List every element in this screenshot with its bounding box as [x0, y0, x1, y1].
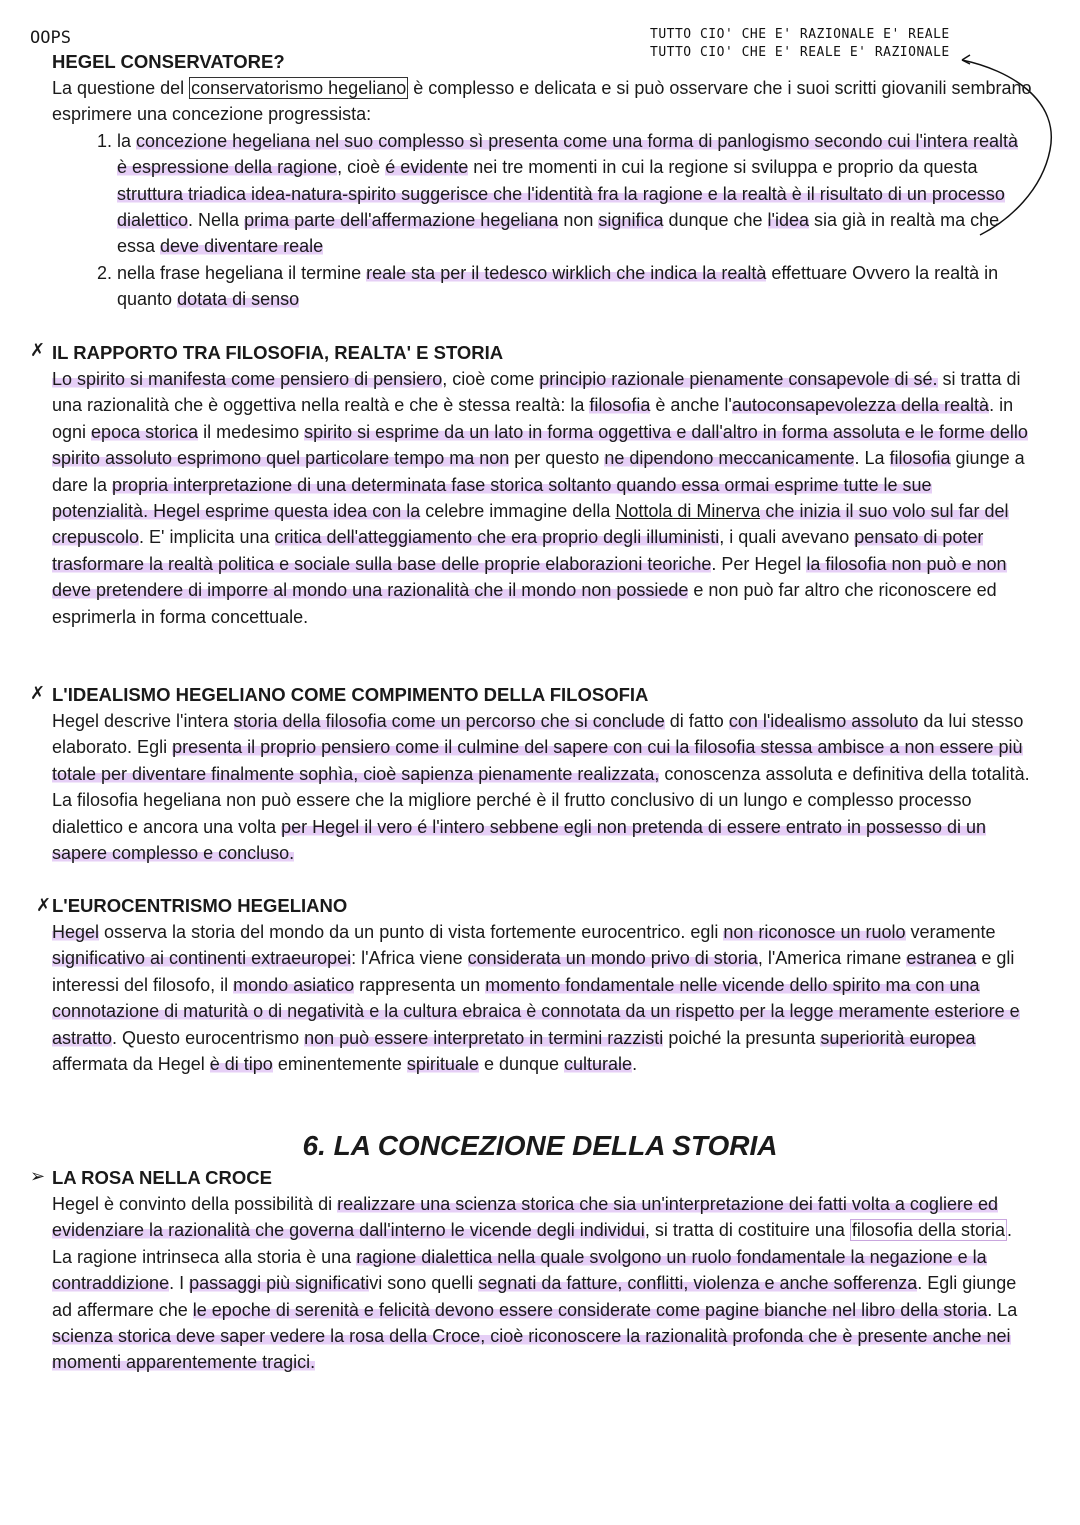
- section-heading: L'EUROCENTRISMO HEGELIANO: [52, 895, 348, 916]
- list-item: [117, 260, 1032, 313]
- highlighted-text: realizzare una scienza storica che sia un'interpretazione dei fatti volta a cogliere ed evidenziare la razionalità che governa dall'interno le vicende degli individui: [52, 1194, 998, 1241]
- highlighted-text: considerata un mondo privo di storia: [467, 948, 758, 969]
- highlighted-text: la filosofia non può e non deve pretendere di imporre al mondo una razionalità che il mondo non possiede: [52, 553, 1007, 601]
- text-segment: .: [632, 1054, 638, 1075]
- highlighted-text: le epoche di serenità e felicità devono essere considerate come pagine bianche nel libro della storia: [192, 1299, 988, 1320]
- text-segment: sia già in realtà ma che essa: [117, 210, 1000, 257]
- highlighted-text: è di tipo: [209, 1054, 273, 1075]
- section-heading: IL RAPPORTO TRA FILOSOFIA, REALTA' E STORIA: [52, 342, 504, 363]
- highlighted-text: momento fondamentale nelle vicende dello spirito ma con una connotazione di maturità o di negatività e la cultura ebraica è connotata da un rispetto per la legge meramente esteriore e astratto: [52, 974, 1020, 1048]
- highlighted-text: storia della filosofia come un percorso che si conclude: [233, 711, 665, 731]
- handwritten-mark-icon: ➢: [30, 1166, 46, 1187]
- text-segment: veramente: [905, 922, 996, 942]
- text-segment: eminentemente: [272, 1054, 407, 1075]
- text-segment: e non può far altro che riconoscere ed esprimerla in forma concettuale.: [52, 580, 997, 627]
- underlined-term: Nottola di Minerva: [615, 501, 761, 522]
- highlighted-text: con l'idealismo assoluto: [728, 711, 919, 731]
- highlighted-text: spirituale: [406, 1054, 479, 1075]
- highlighted-text: prima parte dell'affermazione hegeliana: [244, 210, 559, 231]
- text-segment: non: [558, 210, 599, 231]
- highlighted-text: ne dipendono meccanicamente: [604, 448, 855, 469]
- note-line: TUTTO CIO' CHE E' REALE E' RAZIONALE: [650, 45, 950, 60]
- highlighted-text: significa: [598, 210, 664, 231]
- text-segment: per questo: [509, 448, 605, 469]
- text-segment: si tratta di una razionalità che è oggettiva nella realtà e che è stessa realtà: la: [52, 369, 1021, 416]
- section-rapporto: [52, 340, 1032, 630]
- highlighted-text: filosofia: [889, 448, 951, 469]
- highlighted-text: spirito si esprime da un lato in forma oggettiva e dall'altro in forma assoluta e le forme dello spirito assoluto esprimono quel particolare tempo ma non: [52, 421, 1028, 469]
- highlighted-text: pensato di poter trasformare la realtà politica e sociale sulla base delle proprie elaborazioni teoriche: [52, 527, 984, 574]
- section-heading: L'IDEALISMO HEGELIANO COME COMPIMENTO DELLA FILOSOFIA: [52, 684, 649, 705]
- text-segment: giunge a dare la: [52, 448, 1025, 495]
- text-segment: e dunque: [478, 1054, 565, 1075]
- highlighted-text: superiorità europea: [820, 1027, 976, 1048]
- section-rosa-croce: [52, 1165, 1032, 1376]
- highlighted-text: per Hegel il vero é l'intero sebbene egli non pretenda di essere entrato in possesso di un sapere complesso e concluso.: [52, 816, 987, 864]
- section-heading: LA ROSA NELLA CROCE: [52, 1167, 272, 1188]
- text-segment: celebre immagine della: [420, 501, 616, 522]
- text-segment: . Per Hegel: [711, 553, 807, 574]
- doodle: OOPS: [30, 28, 71, 48]
- text-segment: , si tratta di costituire una: [644, 1220, 850, 1241]
- text-segment: . La: [854, 448, 890, 469]
- highlighted-text: propria interpretazione di una determinata fase storica soltanto quando essa ormai esprime tutte le sue potenzialità. Hegel esprime questa idea con la: [52, 474, 932, 522]
- section-heading: HEGEL CONSERVATORE?: [52, 51, 285, 72]
- highlighted-text: critica dell'atteggiamento che era proprio degli illuministi: [274, 527, 720, 548]
- text-segment: nei tre momenti in cui la regione si sviluppa e proprio da questa: [468, 157, 978, 178]
- text-segment: osserva la storia del mondo da un punto di vista fortemente eurocentrico. egli: [99, 922, 724, 942]
- highlighted-text: significativo ai continenti extraeuropei: [52, 948, 352, 969]
- highlighted-text: estranea: [906, 948, 977, 969]
- note-line: TUTTO CIO' CHE E' RAZIONALE E' REALE: [650, 27, 950, 42]
- text-segment: nella frase hegeliana il termine: [117, 262, 367, 283]
- highlighted-text: l'idea: [767, 210, 810, 231]
- text-segment: . Questo eurocentrismo: [112, 1027, 305, 1048]
- text-segment: il medesimo: [198, 421, 305, 442]
- paragraph: [52, 708, 1032, 866]
- text-segment: , l'America rimane: [757, 948, 907, 969]
- handwritten-mark-icon: ✗: [36, 895, 52, 916]
- highlighted-text: passaggi più significati: [189, 1273, 370, 1294]
- text-segment: conoscenza assoluta e definitiva della totalità. La filosofia hegeliana non può essere che la migliore perché è il frutto conclusivo di un lungo e complesso processo dialettico e ancora una volta: [52, 763, 1030, 837]
- text-segment: . E' implicita una: [139, 527, 275, 548]
- text-segment: . Nella: [188, 210, 245, 231]
- boxed-term: conservatorismo hegeliano: [191, 78, 407, 98]
- text-segment: . Egli giunge ad affermare che: [52, 1273, 1017, 1320]
- highlighted-text: ragione dialettica nella quale svolgono un ruolo fondamentale la negazione e la contraddizione: [52, 1246, 987, 1294]
- text-segment: La questione del: [52, 78, 190, 98]
- text-segment: . I: [169, 1273, 190, 1294]
- highlighted-text: concezione hegeliana nel suo complesso sì presenta come una forma di panlogismo secondo cui l'intera realtà è espressione della ragione: [117, 130, 1018, 178]
- text-segment: di fatto: [664, 711, 729, 731]
- highlighted-text: mondo asiatico: [233, 974, 355, 995]
- highlighted-text: é evidente: [385, 157, 469, 178]
- text-segment: . La: [987, 1299, 1018, 1320]
- text-segment: poiché la presunta: [663, 1027, 821, 1048]
- highlighted-text: principio razionale pienamente consapevole di sé.: [539, 369, 938, 389]
- text-segment: effettuare Ovvero la realtà in quanto: [117, 262, 999, 310]
- paragraph: [52, 1191, 1032, 1376]
- highlighted-text: che inizia il suo volo sul far del crepuscolo: [52, 501, 1009, 548]
- highlighted-text: presenta il proprio pensiero come il culmine del sapere con cui la filosofia stessa ambisce a non essere più totale per diventare finalmente sophìa, cioè sapienza pienamente realizzata,: [52, 737, 1023, 784]
- paragraph: [52, 366, 1032, 630]
- handwritten-mark-icon: ✗: [30, 340, 46, 361]
- highlighted-text: non può essere interpretato in termini razzisti: [304, 1027, 664, 1048]
- section-hegel-conservatore: [52, 49, 1032, 313]
- text-segment: : l'Africa viene: [351, 948, 468, 969]
- highlighted-text: epoca storica: [91, 421, 199, 442]
- text-segment: . in ogni: [52, 395, 1014, 442]
- highlighted-text: dotata di senso: [177, 289, 300, 310]
- paragraph: [52, 75, 1032, 128]
- list-item: [117, 128, 1032, 260]
- text-segment: è complesso e delicata e si può osservare che i suoi scritti giovanili sembrano esprimere una concezione progressista:: [52, 78, 1032, 125]
- text-segment: Hegel è convinto della possibilità di: [52, 1194, 338, 1214]
- section-idealismo: [52, 682, 1032, 866]
- highlighted-text: scienza storica deve saper vedere la rosa della Croce, cioè riconoscere la razionalità profonda che è presente anche nei momenti apparentemente tragici.: [52, 1326, 1011, 1373]
- highlighted-text: Lo spirito si manifesta come pensiero di pensiero: [52, 369, 443, 389]
- highlighted-text: culturale: [564, 1054, 633, 1075]
- text-segment: dunque che: [663, 210, 768, 231]
- text-segment: rappresenta un: [354, 974, 486, 995]
- text-segment: . La ragione intrinseca alla storia è una: [52, 1220, 1013, 1267]
- text-segment: , cioè: [337, 157, 386, 178]
- text-segment: , i quali avevano: [719, 527, 855, 548]
- text-segment: affermata da Hegel: [52, 1054, 210, 1075]
- boxed-term: filosofia della storia: [851, 1220, 1005, 1241]
- text-segment: , cioè come: [442, 369, 540, 389]
- highlighted-text: reale sta per il tedesco wirklich che indica la realtà: [366, 262, 767, 283]
- text-segment: è anche l': [650, 395, 732, 416]
- handwritten-mark-icon: ✗: [30, 683, 46, 704]
- highlighted-text: Hegel: [52, 922, 100, 942]
- highlighted-text: non riconosce un ruolo: [723, 922, 906, 942]
- highlighted-text: deve diventare reale: [160, 236, 324, 257]
- paragraph: [52, 919, 1032, 1077]
- text-segment: e gli interessi del filosofo, il: [52, 948, 1015, 995]
- numbered-list: [52, 128, 1032, 313]
- text-segment: vi sono quelli: [369, 1273, 479, 1294]
- highlighted-text: filosofia: [589, 395, 651, 416]
- text-segment: la: [117, 130, 137, 151]
- text-segment: da lui stesso elaborato. Egli: [52, 711, 1024, 758]
- highlighted-text: autoconsapevolezza della realtà: [731, 395, 990, 416]
- highlighted-text: segnati da fatture, conflitti, violenza e anche sofferenza: [478, 1273, 918, 1294]
- highlighted-text: struttura triadica idea-natura-spirito suggerisce che l'identità fra la ragione e la realtà è il risultato di un processo dialettico: [117, 183, 1005, 231]
- section-eurocentrismo: [52, 893, 1032, 1077]
- chapter-title: 6. LA CONCEZIONE DELLA STORIA: [302, 1130, 778, 1161]
- text-segment: Hegel descrive l'intera: [52, 711, 234, 731]
